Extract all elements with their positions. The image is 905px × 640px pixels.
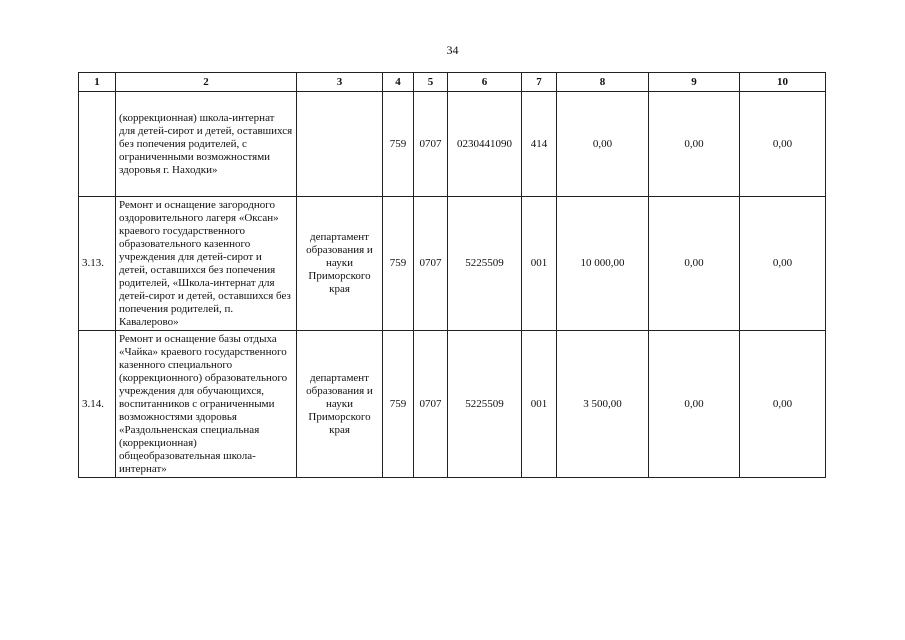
- row-cell-10: 0,00: [740, 331, 826, 478]
- row-cell-5: 0707: [414, 197, 448, 331]
- row-cell-4: 759: [383, 197, 414, 331]
- row-cell-5: 0707: [414, 92, 448, 197]
- row-cell-6: 0230441090: [448, 92, 522, 197]
- column-header: 6: [448, 73, 522, 92]
- column-header: 10: [740, 73, 826, 92]
- row-cell-6: 5225509: [448, 197, 522, 331]
- row-cell-9: 0,00: [649, 92, 740, 197]
- row-cell-8: 3 500,00: [557, 331, 649, 478]
- row-agency: департамент образования и науки Приморского края: [297, 197, 383, 331]
- row-cell-7: 001: [522, 197, 557, 331]
- row-cell-4: 759: [383, 92, 414, 197]
- row-cell-4: 759: [383, 331, 414, 478]
- row-agency: [297, 92, 383, 197]
- row-cell-9: 0,00: [649, 197, 740, 331]
- row-cell-8: 10 000,00: [557, 197, 649, 331]
- table-row: [79, 197, 826, 331]
- row-cell-10: 0,00: [740, 197, 826, 331]
- row-name: Ремонт и оснащение загородного оздоровительного лагеря «Оксан» краевого государственного образовательного казенного учреждения для детей-сирот и детей, оставшихся без попечения родителей, «Школа-интернат для детей-сирот и детей, оставшихся без попечения родителей, п. Кавалерово»: [116, 197, 297, 331]
- row-name: Ремонт и оснащение базы отдыха «Чайка» краевого государственного казенного специального (коррекционного) образовательного учреждения для обучающихся, воспитанников с ограниченными возможностями здоровья «Раздольненская специальная (коррекционная) общеобразовательная школа-интернат»: [116, 331, 297, 478]
- row-cell-6: 5225509: [448, 331, 522, 478]
- column-header: 9: [649, 73, 740, 92]
- column-header: 3: [297, 73, 383, 92]
- column-header: 7: [522, 73, 557, 92]
- page-number: 34: [446, 43, 459, 57]
- row-cell-7: 001: [522, 331, 557, 478]
- header-row: [79, 73, 826, 92]
- row-cell-8: 0,00: [557, 92, 649, 197]
- column-header: 8: [557, 73, 649, 92]
- row-cell-9: 0,00: [649, 331, 740, 478]
- row-agency: департамент образования и науки Приморского края: [297, 331, 383, 478]
- row-cell-7: 414: [522, 92, 557, 197]
- column-header: 1: [79, 73, 116, 92]
- column-header: 4: [383, 73, 414, 92]
- column-header: 5: [414, 73, 448, 92]
- table-row: [79, 92, 826, 197]
- budget-table: [78, 72, 826, 478]
- row-number: 3.13.: [79, 197, 116, 331]
- row-number: 3.14.: [79, 331, 116, 478]
- row-cell-10: 0,00: [740, 92, 826, 197]
- table-row: [79, 331, 826, 478]
- row-name: (коррекционная) школа-интернат для детей-сирот и детей, оставшихся без попечения родителей, с ограниченными возможностями здоровья г. Находки»: [116, 92, 297, 197]
- row-number: [79, 92, 116, 197]
- column-header: 2: [116, 73, 297, 92]
- row-cell-5: 0707: [414, 331, 448, 478]
